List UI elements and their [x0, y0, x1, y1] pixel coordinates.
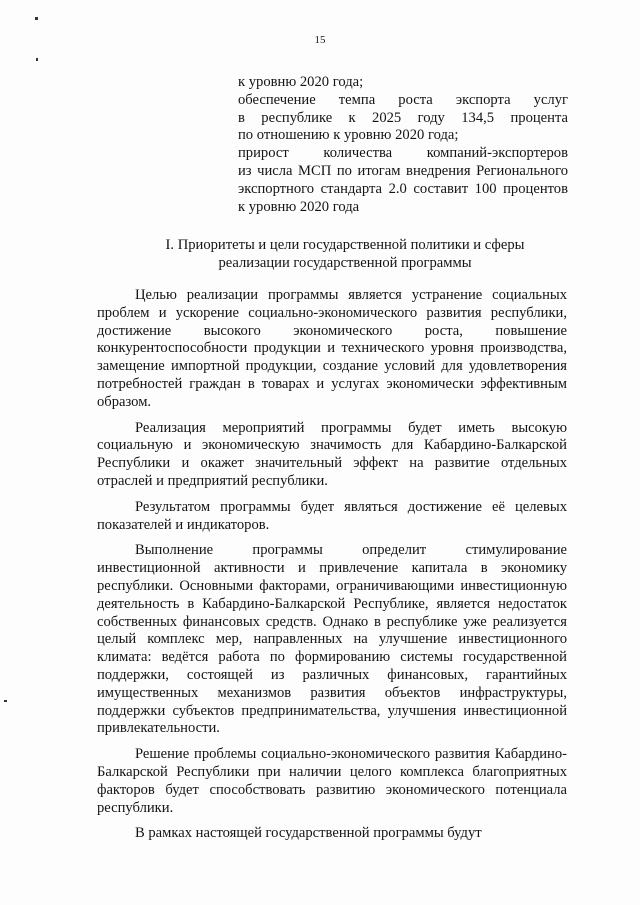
- scan-speck: [36, 58, 38, 61]
- list-line: из числа МСП по итогам внедрения Регионального: [238, 162, 568, 179]
- list-line: прирост количества компаний-экспортеров: [238, 145, 568, 162]
- paragraph: Целью реализации программы является устранение социальных проблем и ускорение социально-экономического развития республики, достижение высокого экономического роста, повышение конкурентоспособности продукции и технического уровня производства, замещение импортной продукции, создание условий для удовлетворения потребностей граждан в товарах и услугах экономически эффективным образом.: [97, 287, 567, 410]
- list-line: в республике к 2025 году 134,5 процента: [238, 109, 568, 126]
- body-text: [97, 287, 567, 843]
- section-heading-line: I. Приоритеты и цели государственной политики и сферы: [165, 237, 525, 253]
- paragraph: В рамках настоящей государственной программы будут: [135, 825, 482, 842]
- paragraph: Результатом программы будет являться достижение её целевых показателей и индикаторов.: [97, 498, 567, 533]
- paragraph: Выполнение программы определит стимулирование инвестиционной активности и привлечение капитала в экономику республики. Основными факторами, ограничивающими инвестиционную деятельность в Кабардино-Балкарской Республике, является недостаток собственных финансовых средств. Однако в республике уже реализуется целый комплекс мер, направленных на улучшение инвестиционного климата: ведётся работа по формированию системы государственной поддержки, состоящей из различных финансовых, гарантийных имущественных механизмов развития объектов инфраструктуры, поддержки субъектов предпринимательства, улучшения инвестиционной привлекательности.: [97, 542, 567, 737]
- scan-speck: [35, 17, 38, 20]
- section-heading: [150, 236, 540, 272]
- list-line: обеспечение темпа роста экспорта услуг: [238, 91, 568, 108]
- paragraph: Решение проблемы социально-экономического развития Кабардино-Балкарской Республики при наличии целого комплекса благоприятных факторов будет способствовать развитию экономического потенциала республики.: [97, 746, 567, 816]
- list-line: к уровню 2020 года: [238, 198, 360, 215]
- page-number: 15: [314, 34, 326, 46]
- list-line: экспортного стандарта 2.0 составит 100 процентов: [238, 180, 568, 197]
- scan-speck: [4, 700, 7, 702]
- paragraph: Реализация мероприятий программы будет иметь высокую социальную и экономическую значимость для Кабардино-Балкарской Республики и окажет значительный эффект на развитие отдельных отраслей и предприятий республики.: [97, 419, 567, 489]
- list-line: по отношению к уровню 2020 года;: [238, 127, 459, 144]
- list-line: к уровню 2020 года;: [238, 74, 364, 90]
- section-heading-line: реализации государственной программы: [218, 255, 472, 271]
- list-block: [238, 74, 568, 216]
